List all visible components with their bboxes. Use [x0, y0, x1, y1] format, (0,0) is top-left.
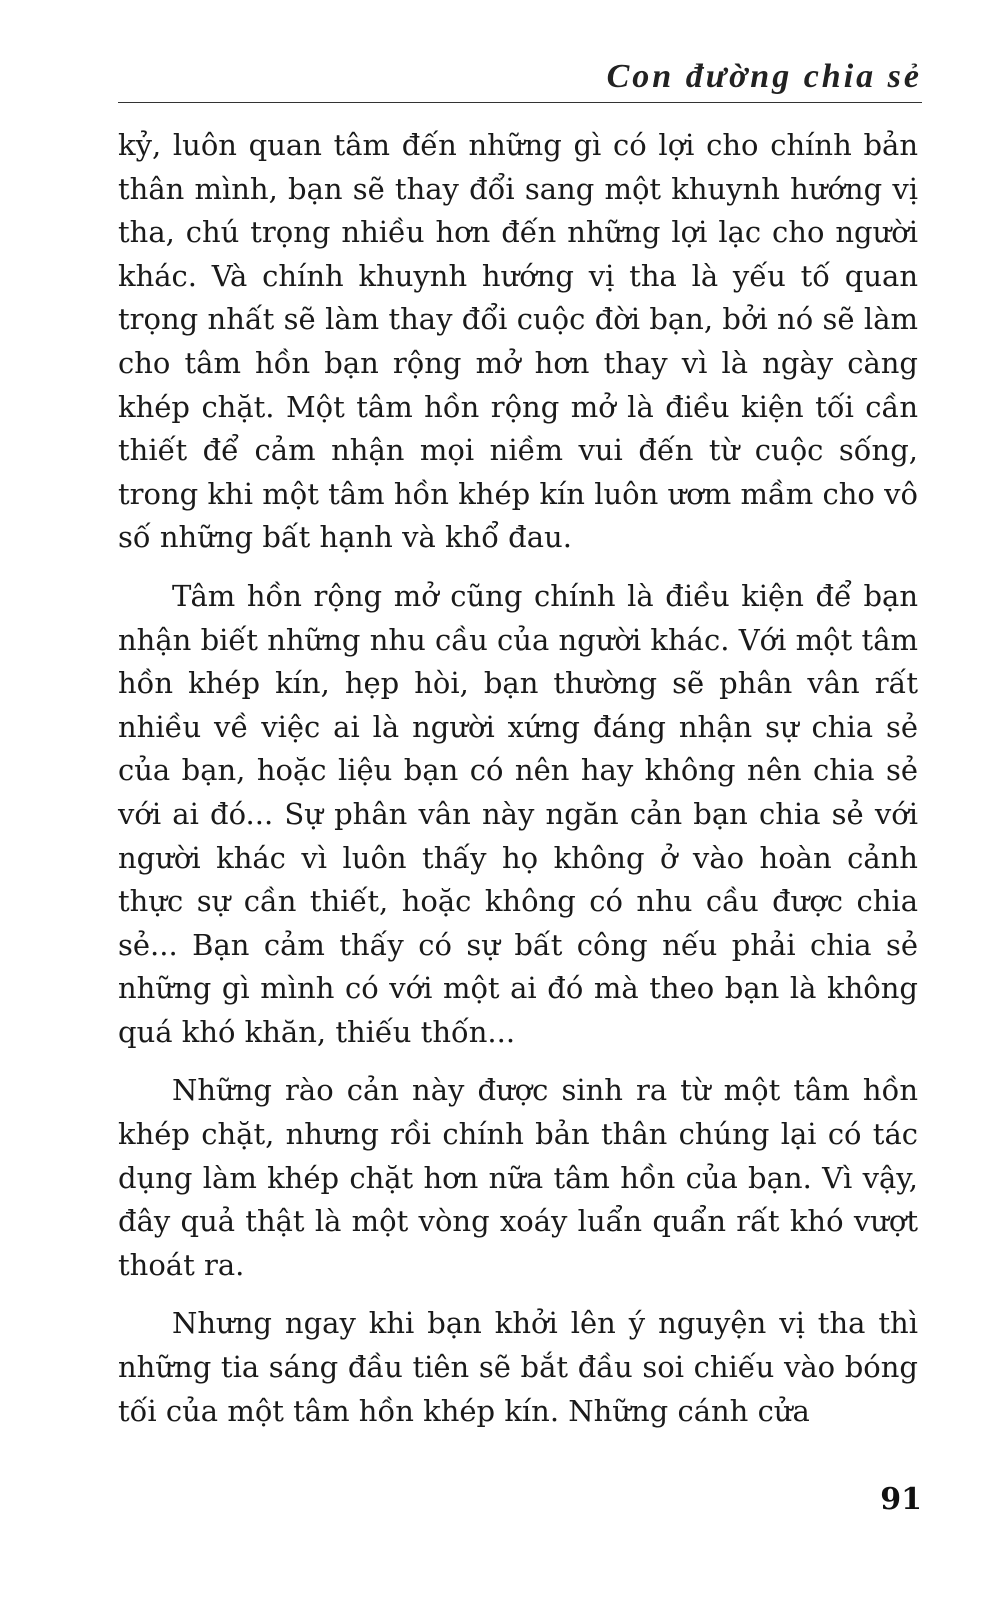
running-header-title: Con đường chia sẻ [606, 58, 922, 95]
header-rule [118, 102, 922, 103]
page-number: 91 [880, 1482, 922, 1517]
paragraph-continued: kỷ, luôn quan tâm đến những gì có lợi cho chính bản thân mình, bạn sẽ thay đổi sang một khuynh hướng vị tha, chú trọng nhiều hơn đến những lợi lạc cho người khác. Và chính khuynh hướng vị tha là yếu tố quan trọng nhất sẽ làm thay đổi cuộc đời bạn, bởi nó sẽ làm cho tâm hồn bạn rộng mở hơn thay vì là ngày càng khép chặt. Một tâm hồn rộng mở là điều kiện tối cần thiết để cảm nhận mọi niềm vui đến từ cuộc sống, trong khi một tâm hồn khép kín luôn ươm mầm cho vô số những bất hạnh và khổ đau. [118, 128, 918, 555]
paragraph: Tâm hồn rộng mở cũng chính là điều kiện để bạn nhận biết những nhu cầu của người khác. Với một tâm hồn khép kín, hẹp hòi, bạn thường sẽ phân vân rất nhiều về việc ai là người xứng đáng nhận sự chia sẻ của bạn, hoặc liệu bạn có nên hay không nên chia sẻ với ai đó... Sự phân vân này ngăn cản bạn chia sẻ với người khác vì luôn thấy họ không ở vào hoàn cảnh thực sự cần thiết, hoặc không có nhu cầu được chia sẻ... Bạn cảm thấy có sự bất công nếu phải chia sẻ những gì mình có với một ai đó mà theo bạn là không quá khó khăn, thiếu thốn... [118, 578, 918, 1049]
paragraph: Nhưng ngay khi bạn khởi lên ý nguyện vị tha thì những tia sáng đầu tiên sẽ bắt đầu soi chiếu vào bóng tối của một tâm hồn khép kín. Những cánh cửa [118, 1306, 918, 1428]
body-text [118, 124, 918, 1433]
paragraph: Những rào cản này được sinh ra từ một tâm hồn khép chặt, nhưng rồi chính bản thân chúng lại có tác dụng làm khép chặt hơn nữa tâm hồn của bạn. Vì vậy, đây quả thật là một vòng xoáy luẩn quẩn rất khó vượt thoát ra. [118, 1073, 918, 1282]
